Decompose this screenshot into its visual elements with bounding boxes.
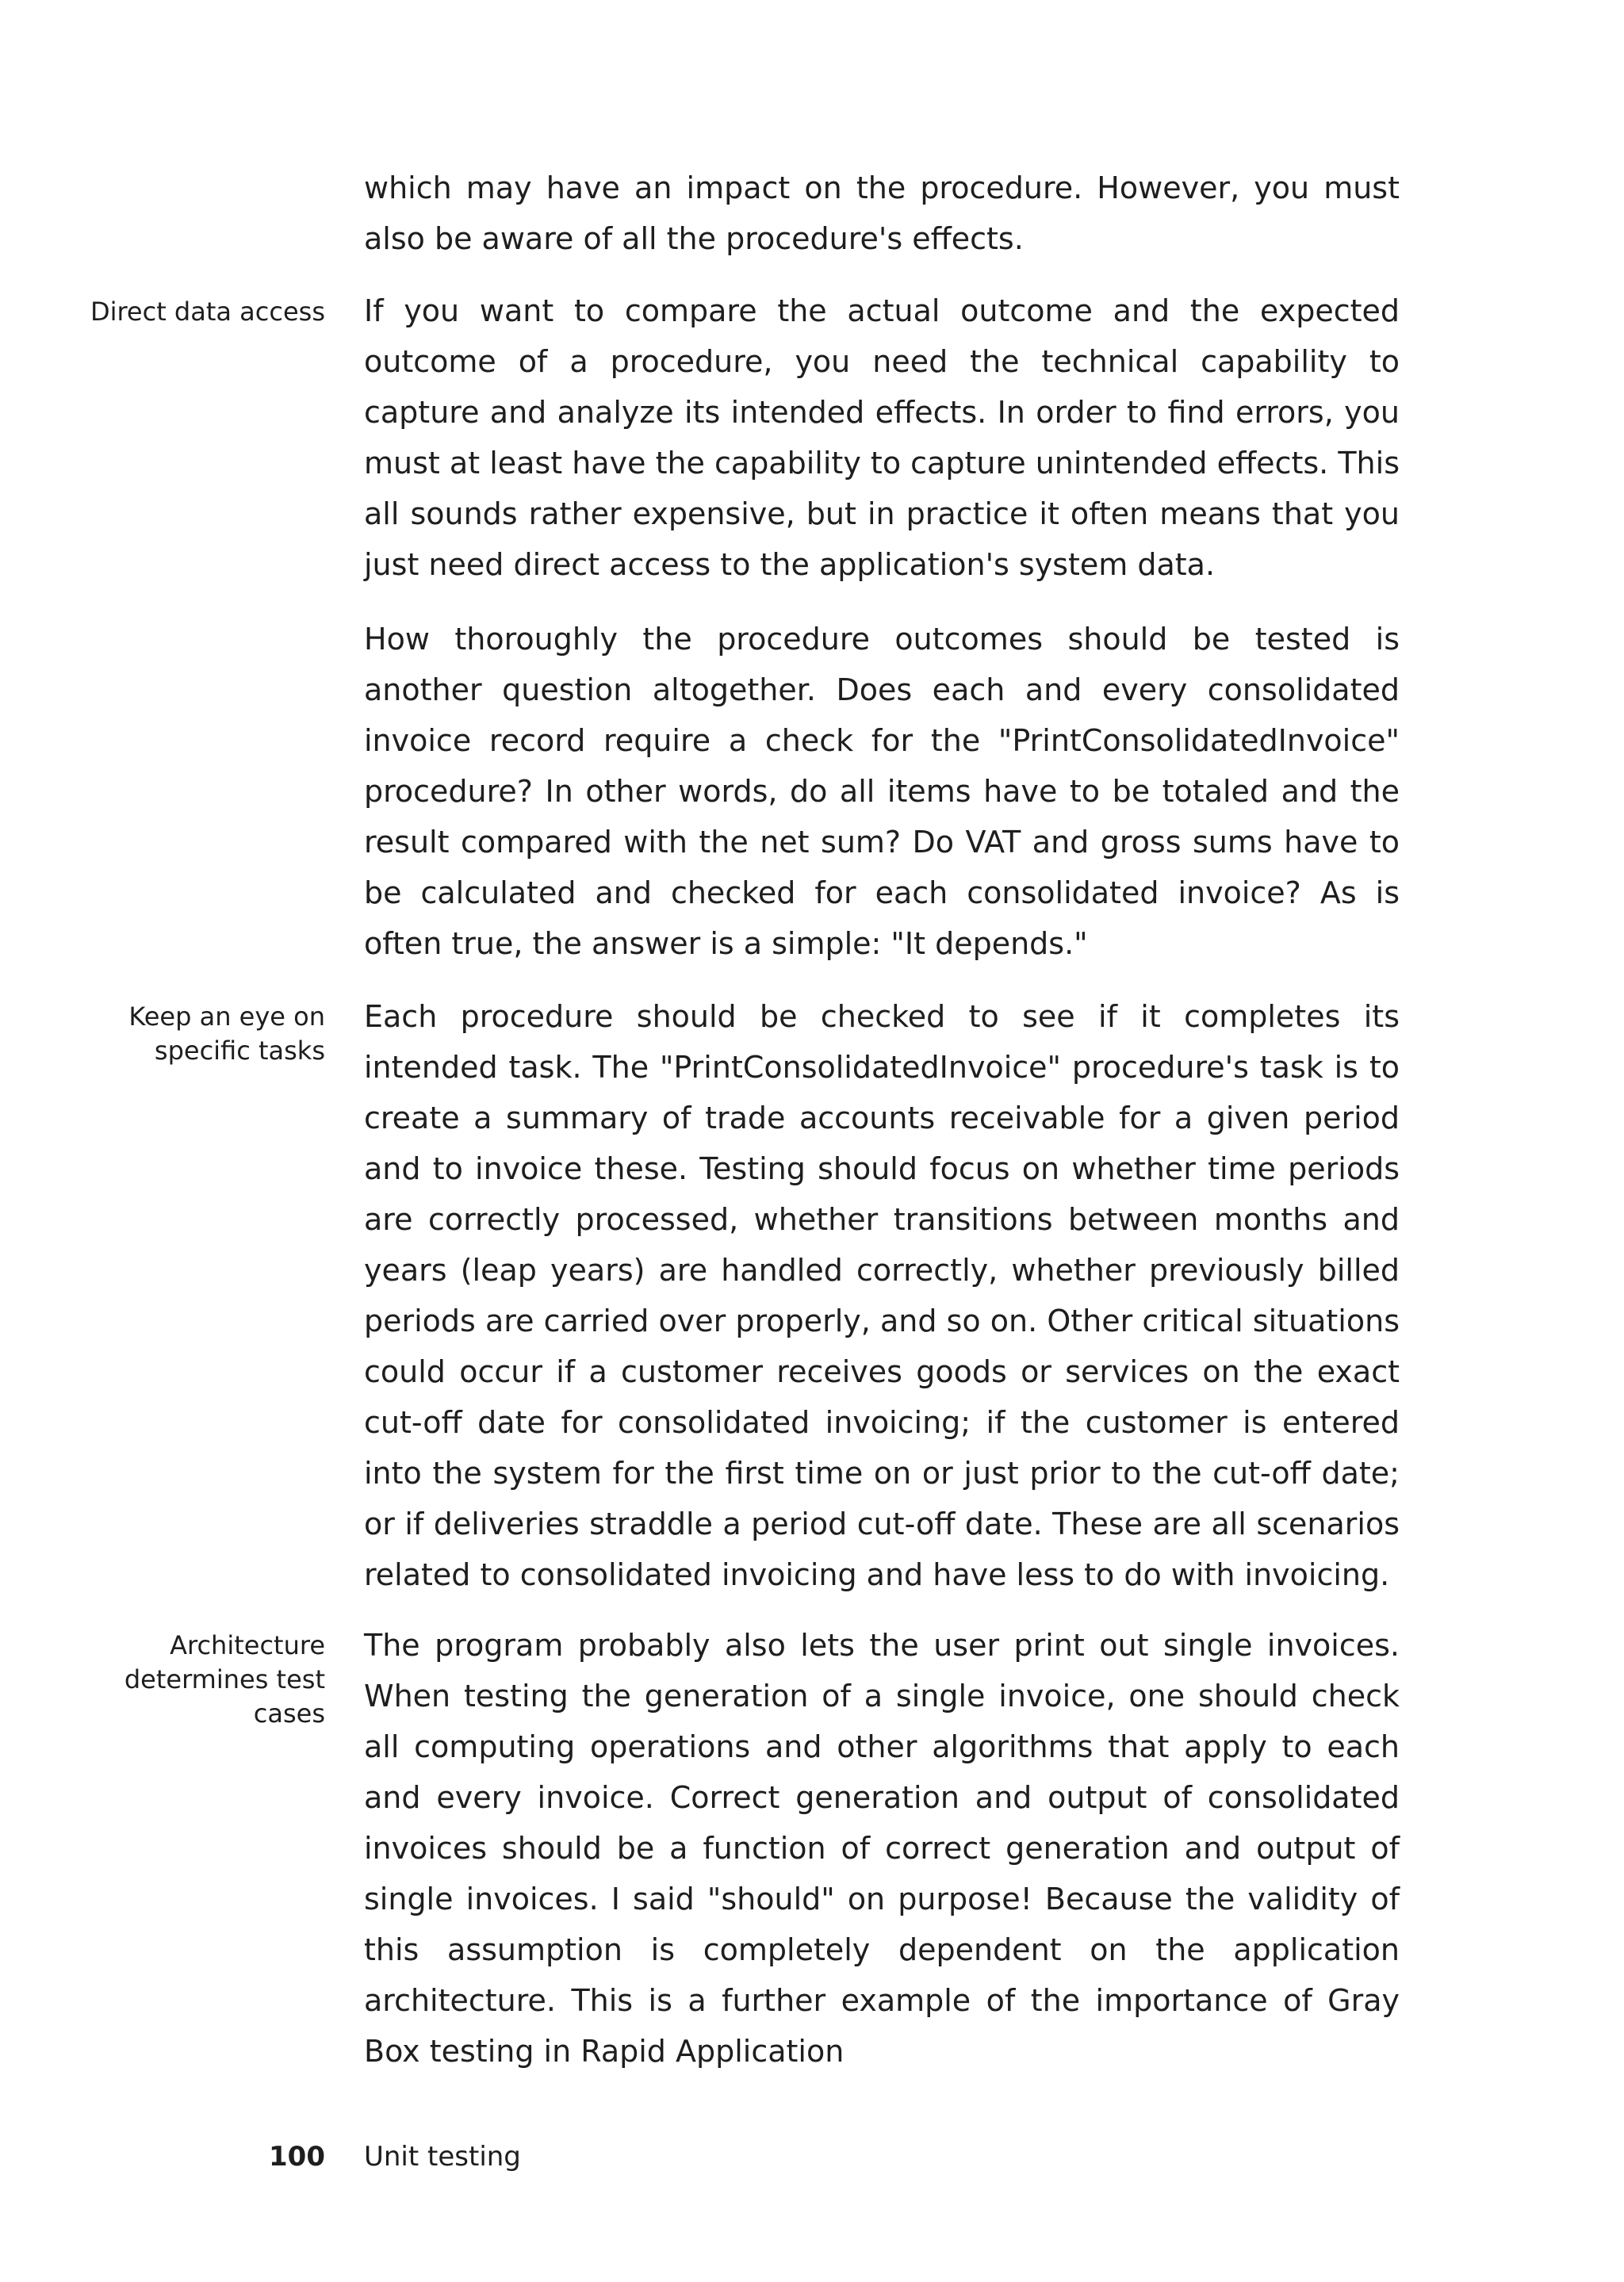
margin-note-direct-data-access: Direct data access — [90, 297, 325, 327]
page-number: 100 — [269, 2141, 325, 2173]
body-paragraph-2: If you want to compare the actual outcome and the expected outcome of a procedure, you need the technical capability to capture and analyze its intended effects. In order to find errors, you must at least have the capability to capture unintended effects. This all sounds rather expensive, but in practice it often means that you just need direct access to the application's system data. — [364, 293, 1400, 582]
chapter-title: Unit testing — [364, 2141, 521, 2173]
body-paragraph-4: Each procedure should be checked to see if it completes its intended task. The "PrintConsolidatedInvoice" procedure's task is to create a summary of trade accounts receivable for a given period and to invoice these. Testing should focus on whether time periods are correctly processed, whether transitions between months and years (leap years) are handled correctly, whether previously billed periods are carried over properly, and so on. Other critical situations could occur if a customer receives goods or services on the exact cut-off date for consolidated invoicing; if the customer is entered into the system for the first time on or just prior to the cut-off date; or if deliveries straddle a period cut-off date. These are all scenarios related to consolidated invoicing and have less to do with invoicing. — [364, 999, 1400, 1592]
body-paragraph-1: which may have an impact on the procedure. However, you must also be aware of all the procedure's effects. — [364, 170, 1400, 256]
margin-note-architecture: Architecture determines test cases — [124, 1630, 325, 1729]
body-paragraph-5: The program probably also lets the user print out single invoices. When testing the generation of a single invoice, one should check all computing operations and other algorithms that apply to each and every invoice. Correct generation and output of consolidated invoices should be a function of correct generation and output of single invoices. I said "should" on purpose! Because the validity of this assumption is completely dependent on the application architecture. This is a further example of the importance of Gray Box testing in Rapid Application — [364, 1628, 1400, 2069]
body-paragraph-3: How thoroughly the procedure outcomes should be tested is another question altogether. Does each and every consolidated invoice record require a check for the "PrintConsolidatedInvoice" procedure? In other words, do all items have to be totaled and the result compared with the net sum? Do VAT and gross sums have to be calculated and checked for each consolidated invoice? As is often true, the answer is a simple: "It depends." — [364, 622, 1400, 961]
margin-note-keep-an-eye: Keep an eye on specific tasks — [128, 1001, 325, 1066]
page-footer — [0, 2136, 1624, 2177]
